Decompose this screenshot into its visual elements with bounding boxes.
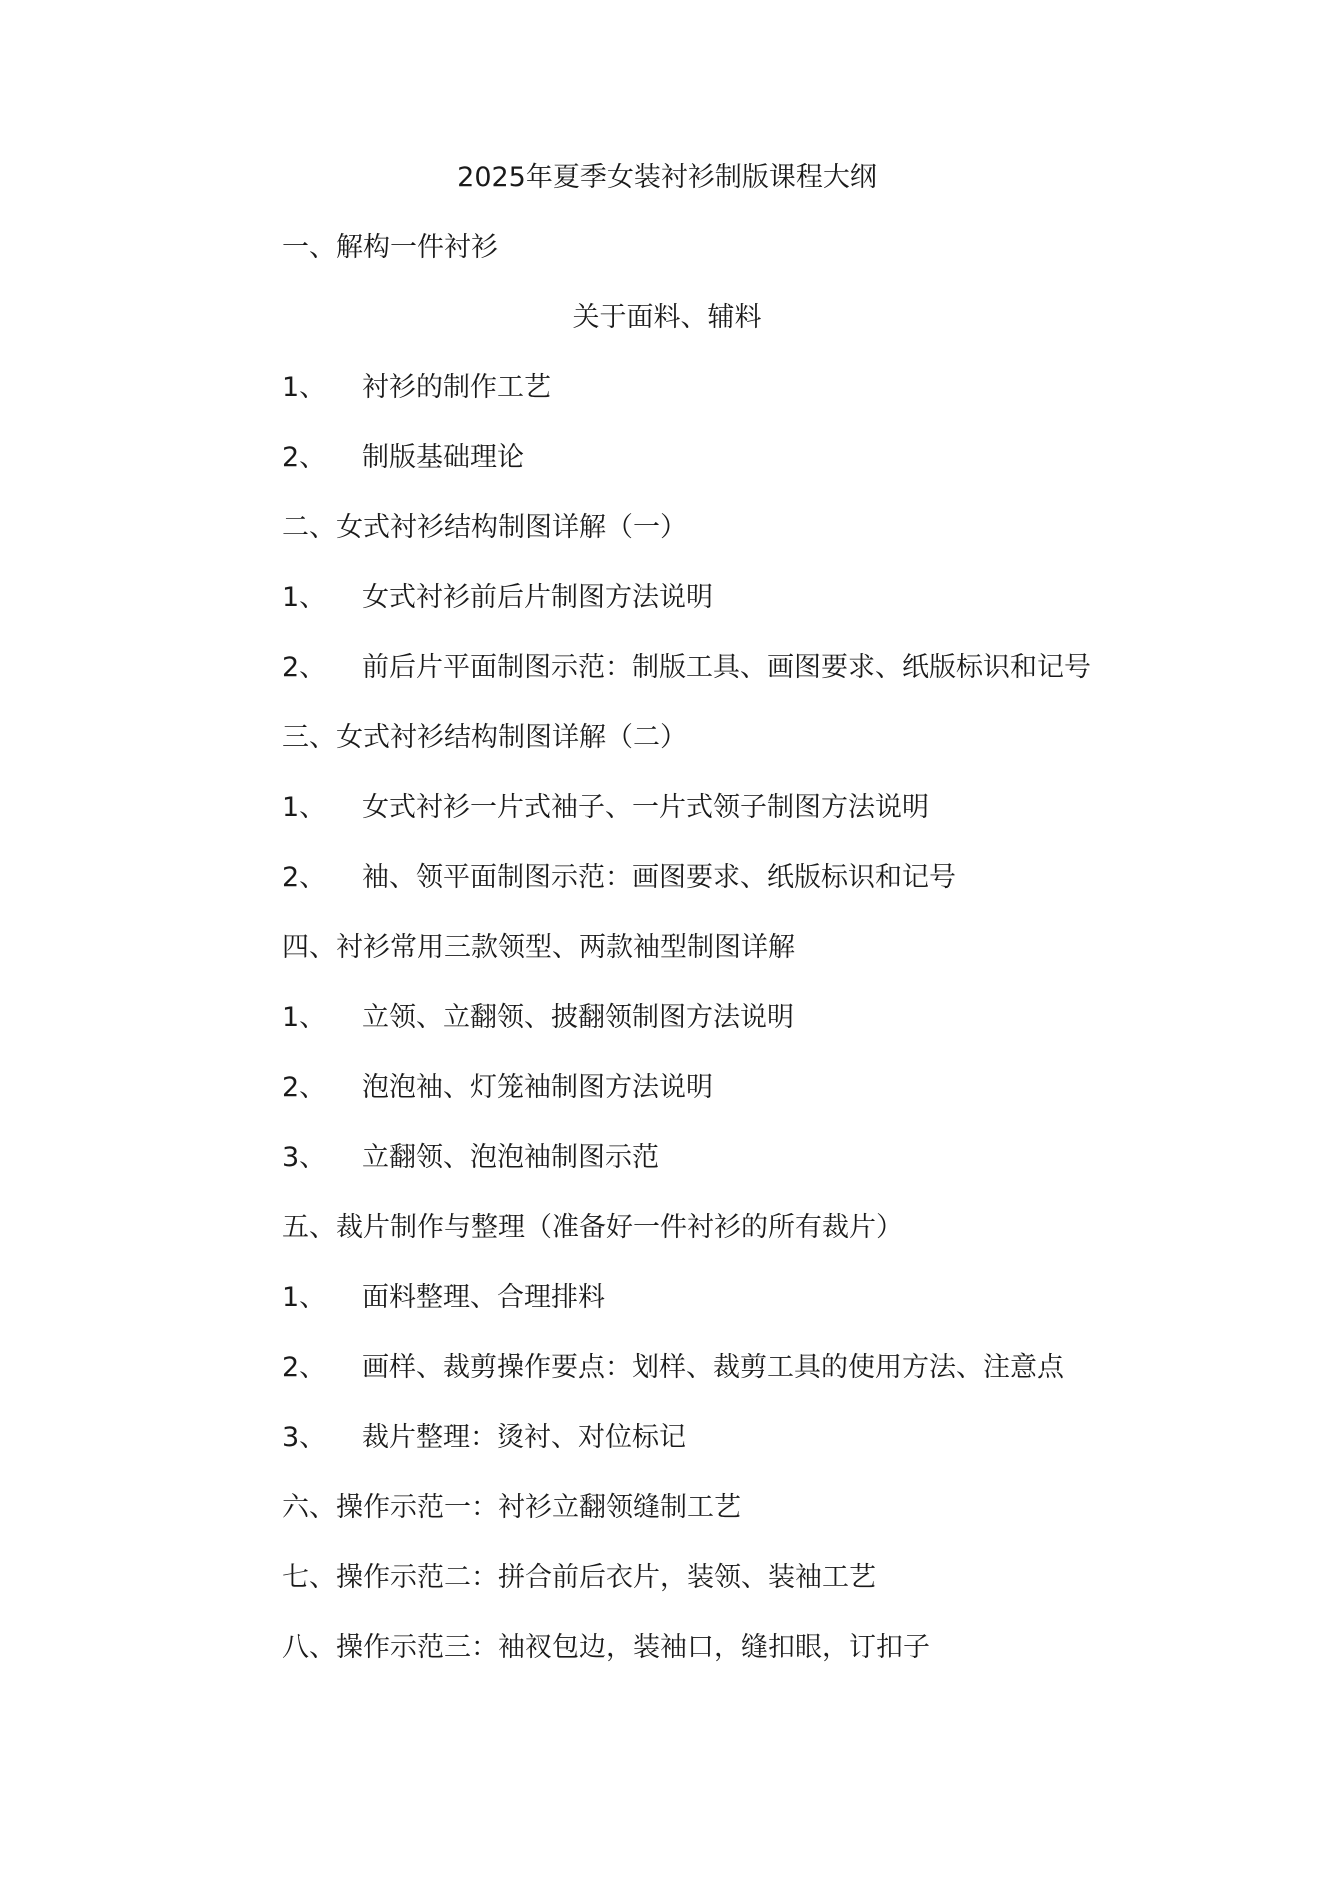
- item-text: 女式衬衫一片式袖子、一片式领子制图方法说明: [362, 792, 929, 823]
- section-heading-1: 一、解构一件衬衫: [282, 232, 498, 263]
- section-heading-3: 三、女式衬衫结构制图详解（二）: [282, 722, 687, 753]
- item-number: 3、: [282, 1422, 327, 1453]
- item-number: 1、: [282, 1002, 327, 1033]
- page-title: 2025年夏季女装衬衫制版课程大纲: [457, 162, 877, 193]
- item-text: 前后片平面制图示范：制版工具、画图要求、纸版标识和记号: [362, 652, 1091, 683]
- item-text: 立翻领、泡泡袖制图示范: [362, 1142, 659, 1173]
- item-text: 裁片整理：烫衬、对位标记: [362, 1422, 686, 1453]
- item-text: 面料整理、合理排料: [362, 1282, 605, 1313]
- item-text: 制版基础理论: [362, 442, 524, 473]
- item-number: 1、: [282, 1282, 327, 1313]
- item-text: 衬衫的制作工艺: [362, 372, 551, 403]
- section-heading-2: 二、女式衬衫结构制图详解（一）: [282, 512, 687, 543]
- section-heading-4: 四、衬衫常用三款领型、两款袖型制图详解: [282, 932, 795, 963]
- item-number: 2、: [282, 442, 327, 473]
- section-heading-8: 八、操作示范三：袖衩包边，装袖口，缝扣眼，订扣子: [282, 1632, 930, 1663]
- item-number: 2、: [282, 862, 327, 893]
- item-text: 泡泡袖、灯笼袖制图方法说明: [362, 1072, 713, 1103]
- item-text: 袖、领平面制图示范：画图要求、纸版标识和记号: [362, 862, 956, 893]
- section-heading-6: 六、操作示范一：衬衫立翻领缝制工艺: [282, 1492, 741, 1523]
- section-subtitle: 关于面料、辅料: [572, 302, 762, 333]
- item-text: 画样、裁剪操作要点：划样、裁剪工具的使用方法、注意点: [362, 1352, 1064, 1383]
- item-number: 2、: [282, 652, 327, 683]
- item-number: 2、: [282, 1072, 327, 1103]
- item-number: 3、: [282, 1142, 327, 1173]
- item-number: 1、: [282, 372, 327, 403]
- item-number: 1、: [282, 582, 327, 613]
- item-text: 立领、立翻领、披翻领制图方法说明: [362, 1002, 794, 1033]
- item-number: 1、: [282, 792, 327, 823]
- item-number: 2、: [282, 1352, 327, 1383]
- section-heading-5: 五、裁片制作与整理（准备好一件衬衫的所有裁片）: [282, 1212, 903, 1243]
- section-heading-7: 七、操作示范二：拼合前后衣片，装领、装袖工艺: [282, 1562, 876, 1593]
- item-text: 女式衬衫前后片制图方法说明: [362, 582, 713, 613]
